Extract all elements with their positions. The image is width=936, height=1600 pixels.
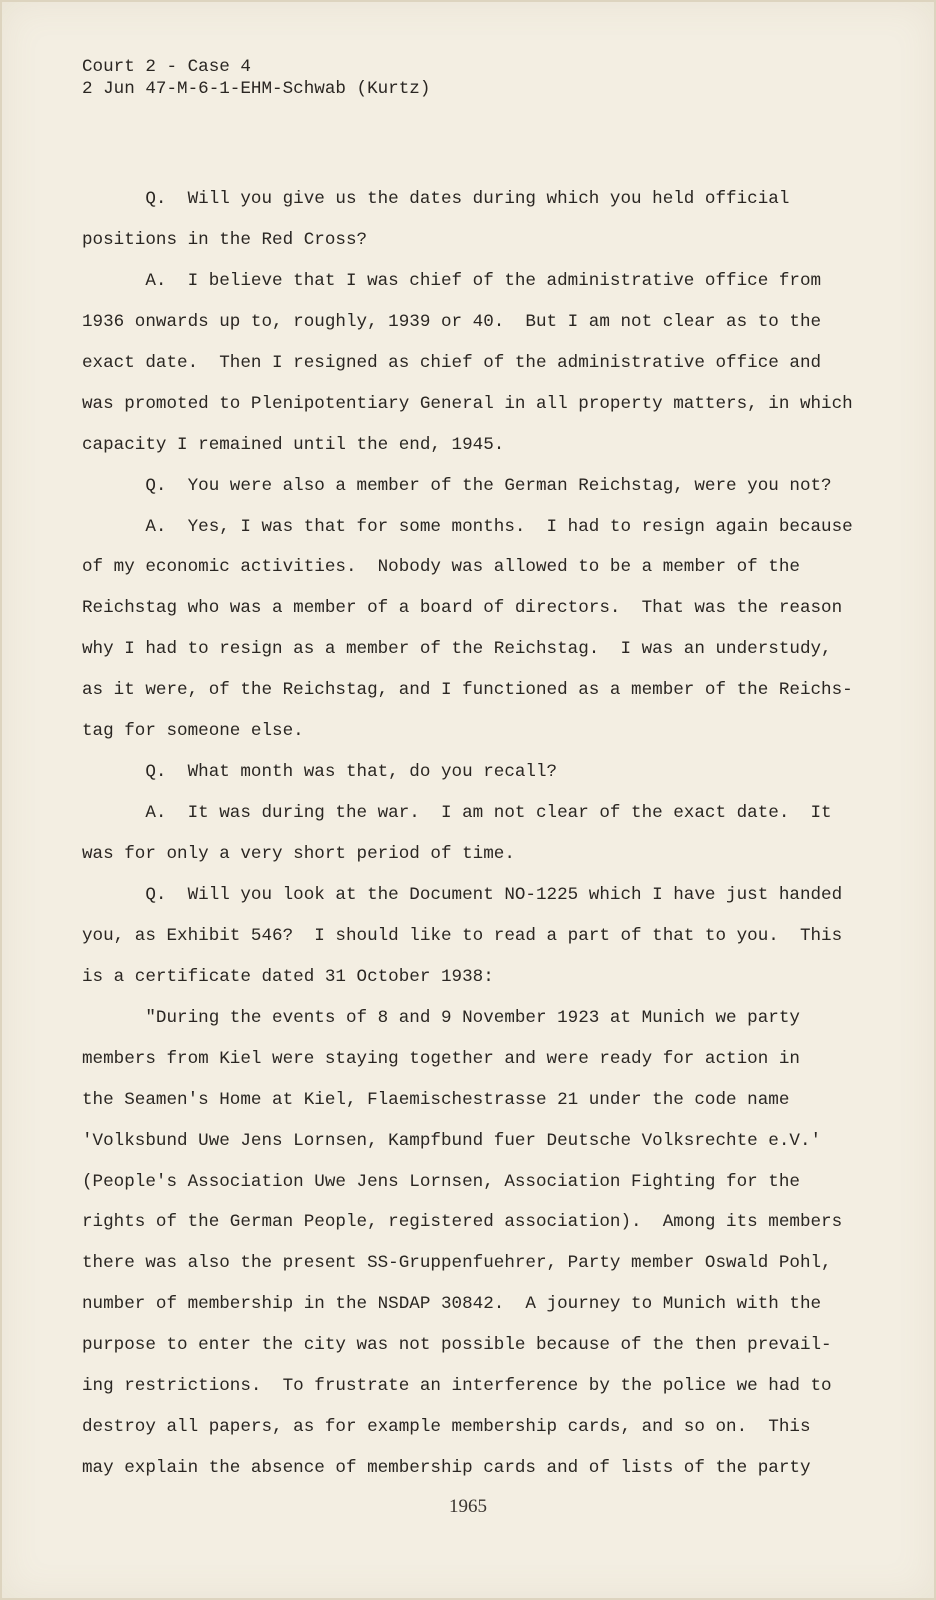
text-line: A. It was during the war. I am not clear of the exact date. It — [82, 803, 832, 824]
text-line: may explain the absence of membership cards and of lists of the party — [82, 1458, 811, 1479]
text-line: (People's Association Uwe Jens Lornsen, Association Fighting for the — [82, 1171, 800, 1192]
text-line: ing restrictions. To frustrate an interference by the police we had to — [82, 1376, 832, 1397]
text-line: why I had to resign as a member of the Reichstag. I was an understudy, — [82, 639, 832, 660]
text-line: positions in the Red Cross? — [82, 229, 368, 250]
text-line: members from Kiel were staying together and were ready for action in — [82, 1048, 800, 1069]
text-line: was promoted to Plenipotentiary General in all property matters, in which — [82, 393, 853, 414]
document-header — [82, 56, 430, 100]
text-line: rights of the German People, registered association). Among its members — [82, 1212, 843, 1233]
page-number: 1965 — [449, 1496, 487, 1517]
text-line: of my economic activities. Nobody was allowed to be a member of the — [82, 557, 800, 578]
text-line: Q. You were also a member of the German Reichstag, were you not? — [82, 475, 832, 496]
header-court-case: Court 2 - Case 4 — [82, 57, 251, 77]
text-line: 'Volksbund Uwe Jens Lornsen, Kampfbund fuer Deutsche Volksrechte e.V.' — [82, 1130, 822, 1151]
text-line: Q. Will you give us the dates during which you held official — [82, 189, 790, 209]
text-line: Q. What month was that, do you recall? — [82, 762, 558, 783]
text-line: is a certificate dated 31 October 1938: — [82, 966, 494, 987]
text-line: A. I believe that I was chief of the administrative office from — [82, 270, 822, 291]
text-line: capacity I remained until the end, 1945. — [82, 434, 505, 455]
text-line: number of membership in the NSDAP 30842. A journey to Munich with the — [82, 1294, 822, 1315]
text-line: Q. Will you look at the Document NO-1225 which I have just handed — [82, 884, 843, 905]
text-line: as it were, of the Reichstag, and I functioned as a member of the Reichs- — [82, 680, 853, 701]
header-session-reference: 2 Jun 47-M-6-1-EHM-Schwab (Kurtz) — [82, 79, 431, 99]
text-line: "During the events of 8 and 9 November 1923 at Munich we party — [82, 1007, 800, 1028]
text-line: you, as Exhibit 546? I should like to read a part of that to you. This — [82, 925, 843, 946]
transcript-body — [82, 179, 853, 1489]
text-line: exact date. Then I resigned as chief of the administrative office and — [82, 352, 822, 373]
text-line: Reichstag who was a member of a board of directors. That was the reason — [82, 598, 843, 619]
text-line: A. Yes, I was that for some months. I had to resign again because — [82, 516, 853, 537]
text-line: purpose to enter the city was not possible because of the then prevail- — [82, 1335, 832, 1356]
text-line: there was also the present SS-Gruppenfuehrer, Party member Oswald Pohl, — [82, 1253, 832, 1274]
text-line: 1936 onwards up to, roughly, 1939 or 40. But I am not clear as to the — [82, 311, 822, 332]
text-line: destroy all papers, as for example membership cards, and so on. This — [82, 1417, 811, 1438]
text-line: was for only a very short period of time. — [82, 844, 515, 864]
text-line: tag for someone else. — [82, 721, 304, 742]
text-line: the Seamen's Home at Kiel, Flaemischestrasse 21 under the code name — [82, 1089, 790, 1110]
